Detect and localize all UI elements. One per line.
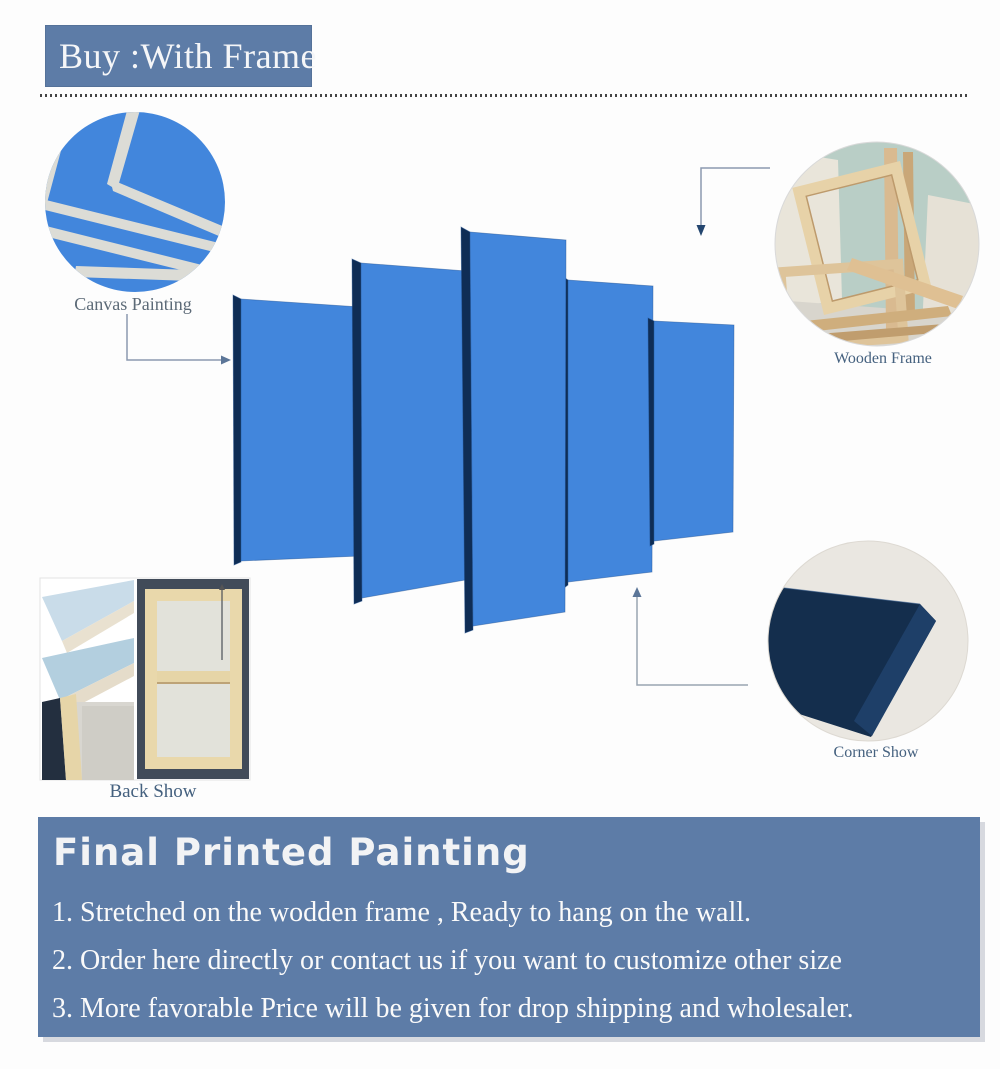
footer-title: Final Printed Painting bbox=[53, 831, 530, 874]
panel-1 bbox=[233, 295, 360, 565]
wooden-frame-arrow bbox=[697, 168, 771, 236]
panel-2 bbox=[352, 259, 466, 604]
five-panel-canvas-graphic bbox=[233, 227, 734, 633]
panel-3-center bbox=[461, 227, 566, 633]
corner-show-arrow bbox=[633, 587, 749, 685]
canvas-painting-photo bbox=[37, 107, 227, 292]
footer-note-2: 2. Order here directly or contact us if you want to customize other size bbox=[52, 945, 842, 976]
panel-5 bbox=[648, 318, 734, 546]
footer-note-1: 1. Stretched on the wodden frame , Ready to hang on the wall. bbox=[52, 897, 752, 928]
canvas-painting-label: Canvas Painting bbox=[74, 294, 192, 314]
back-show-label: Back Show bbox=[109, 781, 197, 802]
panel-4 bbox=[562, 276, 653, 588]
canvas-painting-arrow bbox=[127, 314, 231, 365]
corner-show-label: Corner Show bbox=[833, 744, 919, 761]
wooden-frame-label: Wooden Frame bbox=[834, 350, 932, 367]
footer-band bbox=[38, 817, 980, 1037]
corner-show-photo bbox=[768, 541, 968, 741]
wooden-frame-photo bbox=[775, 142, 979, 346]
back-show-photo bbox=[40, 578, 250, 780]
footer-note-3: 3. More favorable Price will be given for drop shipping and wholesaler. bbox=[52, 993, 854, 1024]
header-title: Buy :With Frame bbox=[59, 36, 318, 76]
